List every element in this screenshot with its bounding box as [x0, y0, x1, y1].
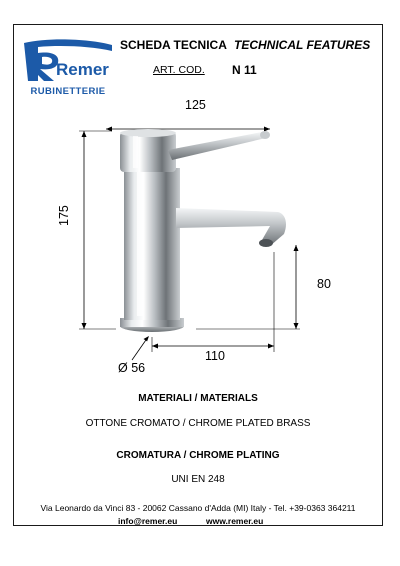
title-italian: SCHEDA TECNICA: [120, 38, 227, 52]
label-diameter: Ø 56: [118, 361, 146, 375]
plating-value: UNI EN 248: [171, 474, 225, 485]
brand-subtitle: RUBINETTERIE: [30, 86, 106, 97]
dimension-height: [79, 131, 116, 329]
label-spout-height: 80: [317, 277, 331, 291]
article-code-label: ART. COD.: [153, 64, 205, 76]
materials-title: MATERIALI / MATERIALS: [138, 393, 258, 404]
title-english: TECHNICAL FEATURES: [234, 38, 371, 52]
plating-title: CROMATURA / CHROME PLATING: [116, 450, 280, 461]
materials-value: OTTONE CROMATO / CHROME PLATED BRASS: [85, 418, 311, 429]
label-height: 175: [57, 205, 71, 226]
brand-name: Remer: [56, 60, 109, 79]
footer-address: Via Leonardo da Vinci 83 - 20062 Cassano d'Adda (MI) Italy - Tel. +39-0363 364211: [40, 503, 356, 513]
faucet-image: [120, 129, 286, 332]
footer-email[interactable]: info@remer.eu: [118, 516, 178, 526]
article-code: N 11: [232, 63, 257, 77]
dimension-spout-height: [196, 245, 300, 329]
footer-website[interactable]: www.remer.eu: [206, 516, 264, 526]
label-width: 125: [185, 98, 206, 112]
label-spout-reach: 110: [205, 349, 225, 363]
dimension-diameter: [132, 336, 149, 360]
